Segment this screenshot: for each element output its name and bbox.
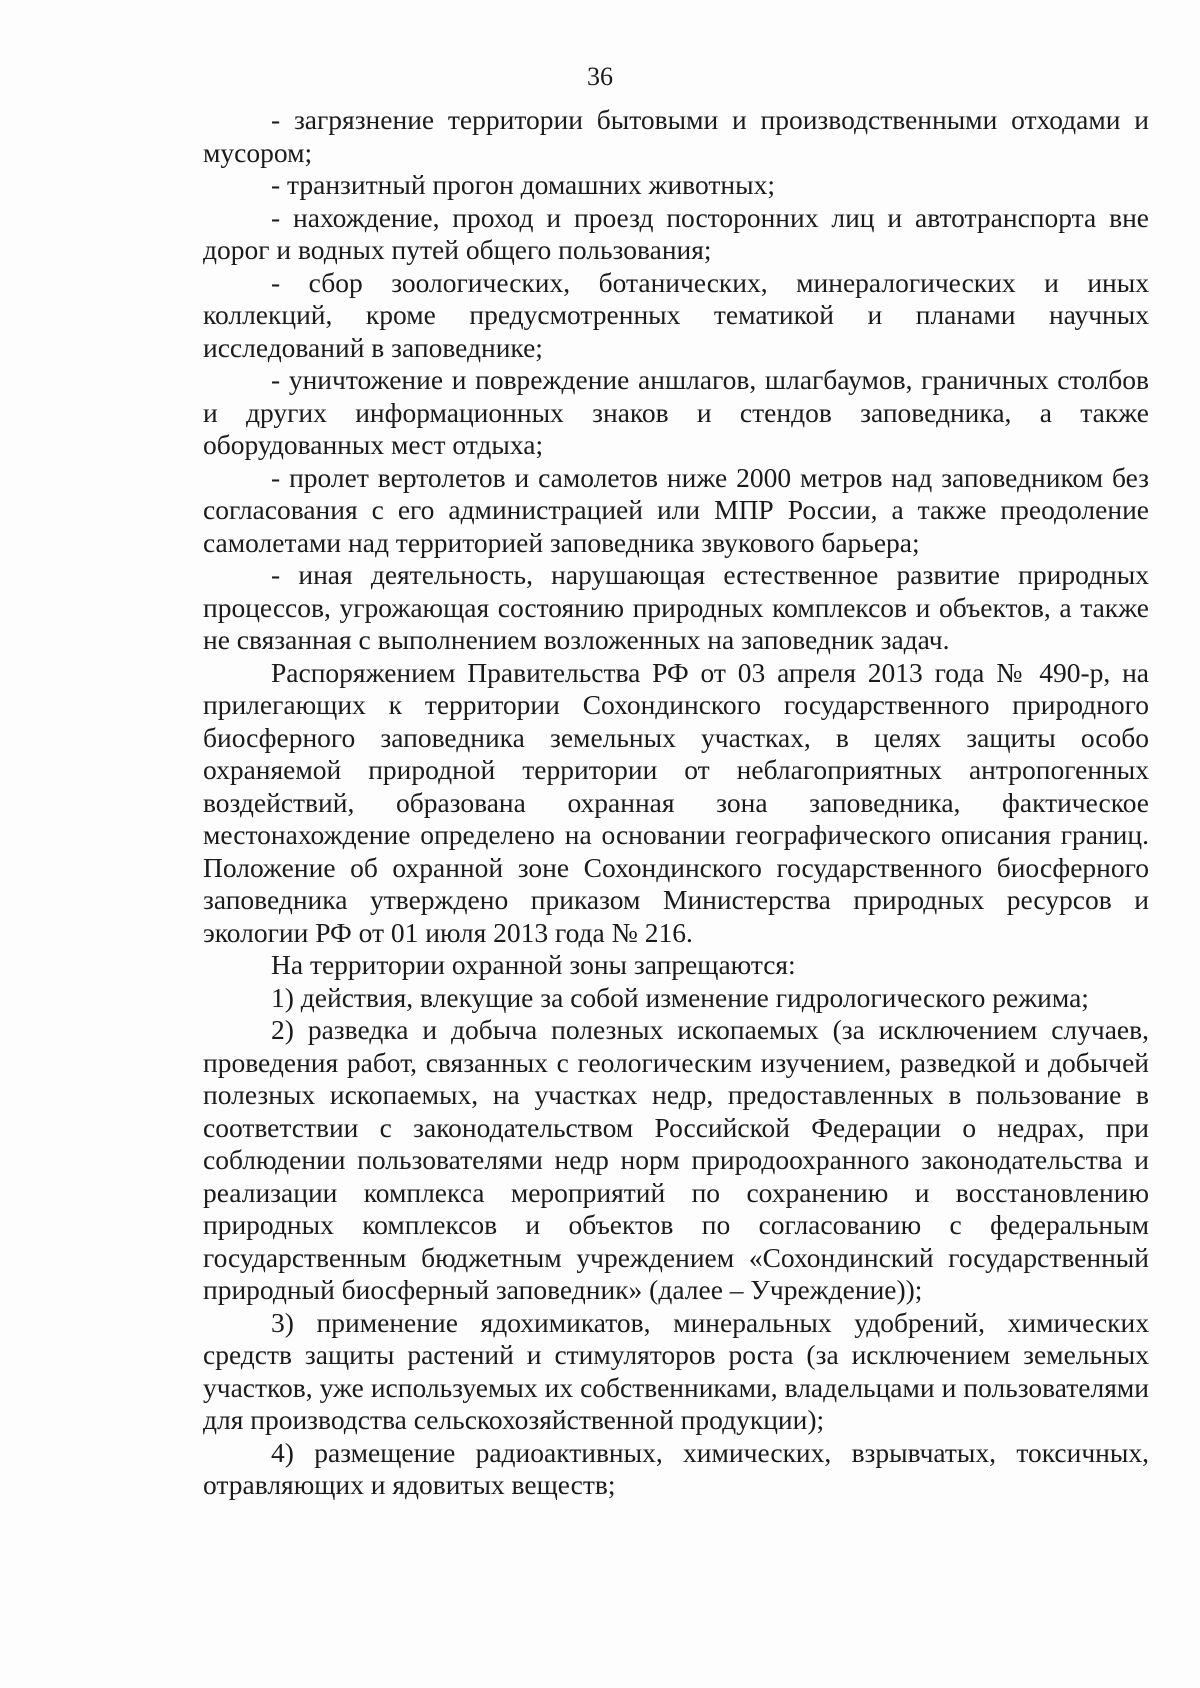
paragraph: - транзитный прогон домашних животных; <box>271 169 775 200</box>
paragraph: - пролет вертолетов и самолетов ниже 2000 метров над заповедником без согласования с его администрацией или МПР России, а также преодоление самолетами над территорией заповедника звукового барьера; <box>203 461 1149 558</box>
paragraph: 3) применение ядохимикатов, минеральных удобрений, химических средств защиты растений и стимуляторов роста (за исключением земельных участков, уже используемых их собственниками, владельцами и пользователями для производства сельскохозяйственной продукции); <box>203 1306 1149 1435</box>
paragraph: - уничтожение и повреждение аншлагов, шлагбаумов, граничных столбов и других информационных знаков и стендов заповедника, а также оборудованных мест отдыха; <box>203 364 1149 460</box>
paragraph: 4) размещение радиоактивных, химических, взрывчатых, токсичных, отравляющих и ядовитых веществ; <box>203 1436 1149 1500</box>
paragraph: - сбор зоологических, ботанических, минералогических и иных коллекций, кроме предусмотренных тематикой и планами научных исследований в заповеднике; <box>203 266 1149 363</box>
paragraph: Распоряжением Правительства РФ от 03 апреля 2013 года № 490-р, на прилегающих к территории Сохондинского государственного природного биосферного заповедника земельных участках, в целях защиты особо охраняемой природной территории от неблагоприятных антропогенных воздействий, образована охранная зона заповедника, фактическое местонахождение определено на основании географического описания границ. Положение об охранной зоне Сохондинского государственного биосферного заповедника утверждено приказом Министерства природных ресурсов и экологии РФ от 01 июля 2013 года № 216. <box>203 656 1149 948</box>
page-number: 36 <box>587 62 613 91</box>
paragraph: 2) разведка и добыча полезных ископаемых (за исключением случаев, проведения работ, связанных с геологическим изучением, разведкой и добычей полезных ископаемых, на участках недр, предоставленных в пользование в соответствии с законодательством Российской Федерации о недрах, при соблюдении пользователями недр норм природоохранного законодательства и реализации комплекса мероприятий по сохранению и восстановлению природных комплексов и объектов по согласованию с федеральным государственным бюджетным учреждением «Сохондинский государственный природный биосферный заповедник» (далее – Учреждение)); <box>203 1014 1149 1305</box>
paragraph: На территории охранной зоны запрещаются: <box>271 949 796 980</box>
document-body <box>203 104 1149 1502</box>
paragraph: - иная деятельность, нарушающая естественное развитие природных процессов, угрожающая состоянию природных комплексов и объектов, а также не связанная с выполнением возложенных на заповедник задач. <box>203 559 1149 655</box>
paragraph: - загрязнение территории бытовыми и производственными отходами и мусором; <box>203 104 1149 168</box>
paragraph: 1) действия, влекущие за собой изменение гидрологического режима; <box>271 981 1089 1013</box>
paragraph: - нахождение, проход и проезд посторонних лиц и автотранспорта вне дорог и водных путей общего пользования; <box>203 201 1149 265</box>
